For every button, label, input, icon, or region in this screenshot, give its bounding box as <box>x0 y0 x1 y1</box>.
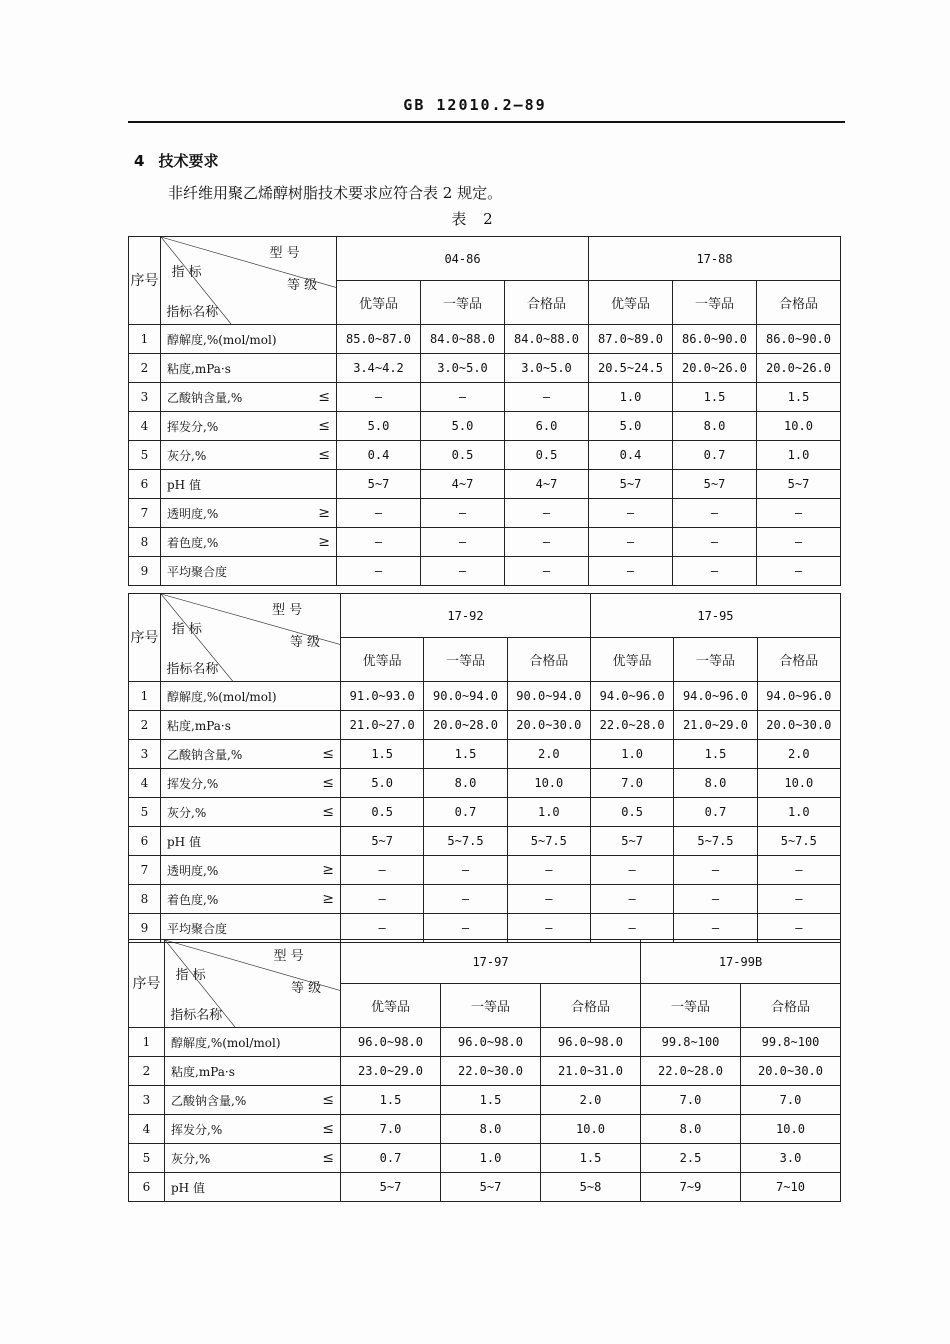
value-cell: — <box>507 856 590 885</box>
diagonal-header-cell <box>165 940 341 1028</box>
comparison-symbol: ≤ <box>318 447 330 463</box>
row-name: pH 值 <box>167 477 201 492</box>
value-cell: — <box>673 499 757 528</box>
comparison-symbol: ≥ <box>318 534 330 550</box>
value-cell: — <box>424 885 507 914</box>
table-row <box>129 1086 841 1115</box>
grade-header: 合格品 <box>757 281 841 325</box>
value-cell: — <box>590 885 673 914</box>
value-cell: 90.0~94.0 <box>424 682 507 711</box>
table-row <box>129 827 841 856</box>
row-seq: 6 <box>129 1173 165 1202</box>
row-name: 乙酸钠含量,% <box>171 1093 247 1108</box>
value-cell: — <box>341 885 424 914</box>
table-row <box>129 856 841 885</box>
value-cell: — <box>421 528 505 557</box>
value-cell: — <box>757 914 840 943</box>
value-cell: 5~7.5 <box>424 827 507 856</box>
value-cell: 94.0~96.0 <box>674 682 757 711</box>
value-cell: 5~8 <box>541 1173 641 1202</box>
value-cell: 21.0~29.0 <box>674 711 757 740</box>
model-17-88: 17-88 <box>589 237 841 281</box>
value-cell: 8.0 <box>424 769 507 798</box>
value-cell: — <box>507 885 590 914</box>
intro-text: 非纤维用聚乙烯醇树脂技术要求应符合表 2 规定。 <box>168 184 503 202</box>
row-name: 挥发分,% <box>167 776 219 791</box>
value-cell: — <box>421 499 505 528</box>
document-code: GB 12010.2—89 <box>403 96 547 114</box>
table-row <box>129 383 841 412</box>
value-cell: 20.0~30.0 <box>741 1057 841 1086</box>
value-cell: 22.0~30.0 <box>441 1057 541 1086</box>
row-seq: 9 <box>129 914 161 943</box>
row-seq: 7 <box>129 856 161 885</box>
value-cell: 91.0~93.0 <box>341 682 424 711</box>
value-cell: 23.0~29.0 <box>341 1057 441 1086</box>
row-name-cell <box>165 1057 341 1086</box>
row-seq: 2 <box>129 711 161 740</box>
comparison-symbol: ≤ <box>322 1121 334 1137</box>
table-row <box>129 769 841 798</box>
value-cell: 10.0 <box>541 1115 641 1144</box>
value-cell: 10.0 <box>507 769 590 798</box>
value-cell: 5~7.5 <box>674 827 757 856</box>
value-cell: 5.0 <box>341 769 424 798</box>
row-name: 灰分,% <box>167 805 207 820</box>
model-row <box>129 594 841 638</box>
value-cell: — <box>424 914 507 943</box>
value-cell: 5~7 <box>341 827 424 856</box>
value-cell: — <box>505 499 589 528</box>
row-seq: 5 <box>129 441 161 470</box>
row-name: pH 值 <box>171 1180 205 1195</box>
row-name-cell <box>161 856 341 885</box>
value-cell: — <box>421 383 505 412</box>
row-name-cell <box>161 499 337 528</box>
value-cell: 22.0~28.0 <box>641 1057 741 1086</box>
value-cell: 5.0 <box>337 412 421 441</box>
grade-header: 优等品 <box>341 638 424 682</box>
row-name-cell <box>161 325 337 354</box>
grade-header: 合格品 <box>505 281 589 325</box>
value-cell: 84.0~88.0 <box>505 325 589 354</box>
value-cell: 5.0 <box>421 412 505 441</box>
value-cell: 0.5 <box>341 798 424 827</box>
value-cell: 5~7 <box>590 827 673 856</box>
value-cell: 86.0~90.0 <box>757 325 841 354</box>
value-cell: 20.0~30.0 <box>757 711 840 740</box>
row-name: 着色度,% <box>167 892 219 907</box>
row-name-cell <box>161 827 341 856</box>
model-17-97: 17-97 <box>341 940 641 984</box>
table-caption: 表 2 <box>451 210 499 228</box>
value-cell: 2.0 <box>507 740 590 769</box>
comparison-symbol: ≤ <box>322 804 334 820</box>
value-cell: 1.5 <box>541 1144 641 1173</box>
row-seq: 4 <box>129 1115 165 1144</box>
value-cell: 90.0~94.0 <box>507 682 590 711</box>
row-name-cell <box>161 412 337 441</box>
value-cell: — <box>674 885 757 914</box>
value-cell: 0.7 <box>341 1144 441 1173</box>
row-name-cell <box>165 1173 341 1202</box>
row-name: 醇解度,%(mol/mol) <box>171 1035 281 1050</box>
header-rule <box>128 121 845 123</box>
value-cell: 10.0 <box>741 1115 841 1144</box>
table-row <box>129 1144 841 1173</box>
row-name: 粘度,mPa·s <box>167 361 231 376</box>
value-cell: 5~7.5 <box>507 827 590 856</box>
value-cell: 5~7 <box>757 470 841 499</box>
table-row <box>129 325 841 354</box>
value-cell: — <box>505 528 589 557</box>
table-row <box>129 711 841 740</box>
table-row <box>129 885 841 914</box>
row-name-cell <box>165 1086 341 1115</box>
row-name: 透明度,% <box>167 506 219 521</box>
value-cell: 94.0~96.0 <box>757 682 840 711</box>
value-cell: 99.8~100 <box>641 1028 741 1057</box>
row-seq: 4 <box>129 412 161 441</box>
value-cell: — <box>757 557 841 586</box>
value-cell: 0.5 <box>421 441 505 470</box>
row-name-cell <box>161 682 341 711</box>
row-seq: 9 <box>129 557 161 586</box>
table-row <box>129 528 841 557</box>
diagonal-header-cell <box>161 237 337 325</box>
row-name: 平均聚合度 <box>167 921 228 936</box>
row-name: 乙酸钠含量,% <box>167 390 243 405</box>
model-17-99B: 17-99B <box>641 940 841 984</box>
grade-header: 一等品 <box>424 638 507 682</box>
row-name-cell <box>161 383 337 412</box>
value-cell: 8.0 <box>674 769 757 798</box>
value-cell: 8.0 <box>441 1115 541 1144</box>
row-name: 粘度,mPa·s <box>171 1064 235 1079</box>
value-cell: 20.0~30.0 <box>507 711 590 740</box>
value-cell: — <box>505 383 589 412</box>
value-cell: 85.0~87.0 <box>337 325 421 354</box>
section-heading <box>134 150 218 171</box>
value-cell: — <box>337 499 421 528</box>
row-name-cell <box>161 740 341 769</box>
comparison-symbol: ≥ <box>322 891 334 907</box>
value-cell: 4~7 <box>421 470 505 499</box>
value-cell: — <box>589 528 673 557</box>
grade-header: 一等品 <box>441 984 541 1028</box>
row-name-cell <box>161 711 341 740</box>
row-name: 挥发分,% <box>171 1122 223 1137</box>
value-cell: 1.0 <box>441 1144 541 1173</box>
value-cell: 5~7.5 <box>757 827 840 856</box>
row-seq: 7 <box>129 499 161 528</box>
grade-header: 一等品 <box>674 638 757 682</box>
name-label: 指标名称 <box>166 662 219 678</box>
row-name: pH 值 <box>167 834 201 849</box>
value-cell: 5~7 <box>337 470 421 499</box>
comparison-symbol: ≤ <box>318 389 330 405</box>
name-label: 指标名称 <box>170 1008 223 1024</box>
seq-header: 序号 <box>129 594 161 682</box>
value-cell: 10.0 <box>757 769 840 798</box>
value-cell: — <box>674 856 757 885</box>
value-cell: 96.0~98.0 <box>341 1028 441 1057</box>
row-name: 灰分,% <box>167 448 207 463</box>
value-cell: — <box>589 499 673 528</box>
table-row <box>129 557 841 586</box>
value-cell: 8.0 <box>673 412 757 441</box>
model-label: 型 号 <box>269 246 300 262</box>
seq-header: 序号 <box>129 940 165 1028</box>
table-row <box>129 798 841 827</box>
value-cell: 5~7 <box>589 470 673 499</box>
model-row <box>129 237 841 281</box>
value-cell: 0.7 <box>674 798 757 827</box>
table-row <box>129 441 841 470</box>
value-cell: 5~7 <box>341 1173 441 1202</box>
value-cell: 1.5 <box>674 740 757 769</box>
value-cell: 3.0~5.0 <box>421 354 505 383</box>
value-cell: 1.5 <box>341 1086 441 1115</box>
table-row <box>129 682 841 711</box>
row-name-cell <box>165 1028 341 1057</box>
value-cell: 0.4 <box>337 441 421 470</box>
table-row <box>129 470 841 499</box>
value-cell: 7~9 <box>641 1173 741 1202</box>
value-cell: 8.0 <box>641 1115 741 1144</box>
value-cell: 5~7 <box>673 470 757 499</box>
row-name: 灰分,% <box>171 1151 211 1166</box>
diagonal-header-cell <box>161 594 341 682</box>
grade-header: 合格品 <box>541 984 641 1028</box>
value-cell: — <box>505 557 589 586</box>
model-17-92: 17-92 <box>341 594 591 638</box>
grade-header: 一等品 <box>673 281 757 325</box>
value-cell: 1.5 <box>341 740 424 769</box>
value-cell: — <box>589 557 673 586</box>
grade-label: 等 级 <box>287 277 318 293</box>
value-cell: 1.0 <box>590 740 673 769</box>
value-cell: — <box>337 557 421 586</box>
comparison-symbol: ≤ <box>322 746 334 762</box>
value-cell: 7.0 <box>741 1086 841 1115</box>
model-row <box>129 940 841 984</box>
row-name-cell <box>161 557 337 586</box>
row-name: 醇解度,%(mol/mol) <box>167 689 277 704</box>
grade-header: 合格品 <box>741 984 841 1028</box>
value-cell: 21.0~31.0 <box>541 1057 641 1086</box>
value-cell: — <box>337 383 421 412</box>
row-name: 挥发分,% <box>167 419 219 434</box>
value-cell: 7.0 <box>590 769 673 798</box>
grade-header: 优等品 <box>341 984 441 1028</box>
row-name-cell <box>161 528 337 557</box>
value-cell: 20.0~28.0 <box>424 711 507 740</box>
grade-header: 一等品 <box>641 984 741 1028</box>
index-label: 指 标 <box>175 968 206 984</box>
spec-table-2 <box>128 593 841 943</box>
value-cell: — <box>507 914 590 943</box>
index-label: 指 标 <box>171 622 202 638</box>
row-name-cell <box>161 470 337 499</box>
value-cell: — <box>424 856 507 885</box>
row-seq: 3 <box>129 740 161 769</box>
row-name: 醇解度,%(mol/mol) <box>167 332 277 347</box>
comparison-symbol: ≤ <box>318 418 330 434</box>
value-cell: 0.5 <box>505 441 589 470</box>
row-seq: 8 <box>129 528 161 557</box>
value-cell: 96.0~98.0 <box>441 1028 541 1057</box>
row-seq: 3 <box>129 1086 165 1115</box>
row-name-cell <box>165 1115 341 1144</box>
row-seq: 3 <box>129 383 161 412</box>
value-cell: — <box>757 856 840 885</box>
grade-header: 一等品 <box>421 281 505 325</box>
value-cell: — <box>757 885 840 914</box>
value-cell: 1.0 <box>757 441 841 470</box>
table-row <box>129 354 841 383</box>
value-cell: 7.0 <box>341 1115 441 1144</box>
comparison-symbol: ≥ <box>322 862 334 878</box>
grade-header: 合格品 <box>507 638 590 682</box>
grade-header: 优等品 <box>590 638 673 682</box>
value-cell: 84.0~88.0 <box>421 325 505 354</box>
grade-header: 合格品 <box>757 638 840 682</box>
value-cell: 94.0~96.0 <box>590 682 673 711</box>
value-cell: — <box>590 856 673 885</box>
value-cell: 3.0~5.0 <box>505 354 589 383</box>
value-cell: 2.5 <box>641 1144 741 1173</box>
model-label: 型 号 <box>271 603 303 619</box>
value-cell: 20.0~26.0 <box>673 354 757 383</box>
value-cell: 1.5 <box>441 1086 541 1115</box>
value-cell: 2.0 <box>541 1086 641 1115</box>
value-cell: 3.0 <box>741 1144 841 1173</box>
index-label: 指 标 <box>171 265 202 281</box>
spec-table-1 <box>128 236 841 586</box>
row-name: 平均聚合度 <box>167 564 228 579</box>
value-cell: 7~10 <box>741 1173 841 1202</box>
value-cell: 3.4~4.2 <box>337 354 421 383</box>
value-cell: 0.7 <box>424 798 507 827</box>
row-name: 粘度,mPa·s <box>167 718 231 733</box>
value-cell: — <box>341 914 424 943</box>
value-cell: 0.5 <box>590 798 673 827</box>
value-cell: 0.4 <box>589 441 673 470</box>
value-cell: 1.5 <box>673 383 757 412</box>
value-cell: 86.0~90.0 <box>673 325 757 354</box>
table-row <box>129 1057 841 1086</box>
value-cell: — <box>674 914 757 943</box>
value-cell: 20.5~24.5 <box>589 354 673 383</box>
row-name-cell <box>161 885 341 914</box>
value-cell: 87.0~89.0 <box>589 325 673 354</box>
row-name-cell <box>161 769 341 798</box>
table-row <box>129 1173 841 1202</box>
value-cell: — <box>590 914 673 943</box>
value-cell: — <box>757 528 841 557</box>
value-cell: 22.0~28.0 <box>590 711 673 740</box>
value-cell: 7.0 <box>641 1086 741 1115</box>
value-cell: 96.0~98.0 <box>541 1028 641 1057</box>
row-name: 乙酸钠含量,% <box>167 747 243 762</box>
row-seq: 6 <box>129 470 161 499</box>
value-cell: — <box>337 528 421 557</box>
value-cell: 5~7 <box>441 1173 541 1202</box>
row-name: 透明度,% <box>167 863 219 878</box>
row-seq: 5 <box>129 1144 165 1173</box>
comparison-symbol: ≤ <box>322 1150 334 1166</box>
value-cell: 20.0~26.0 <box>757 354 841 383</box>
comparison-symbol: ≤ <box>322 775 334 791</box>
row-name: 着色度,% <box>167 535 219 550</box>
spec-table-3 <box>128 939 841 1202</box>
grade-label: 等 级 <box>291 980 322 996</box>
grade-header: 优等品 <box>589 281 673 325</box>
value-cell: — <box>673 528 757 557</box>
table-row <box>129 1115 841 1144</box>
value-cell: 1.0 <box>589 383 673 412</box>
row-seq: 1 <box>129 325 161 354</box>
row-name-cell <box>165 1144 341 1173</box>
section-number: 4 <box>134 152 145 170</box>
value-cell: 1.0 <box>757 798 840 827</box>
table-row <box>129 412 841 441</box>
name-label: 指标名称 <box>166 305 219 321</box>
table-row <box>129 1028 841 1057</box>
row-seq: 2 <box>129 1057 165 1086</box>
grade-header: 优等品 <box>337 281 421 325</box>
row-name-cell <box>161 354 337 383</box>
value-cell: — <box>673 557 757 586</box>
value-cell: 0.7 <box>673 441 757 470</box>
value-cell: 99.8~100 <box>741 1028 841 1057</box>
model-04-86: 04-86 <box>337 237 589 281</box>
value-cell: 2.0 <box>757 740 840 769</box>
value-cell: 6.0 <box>505 412 589 441</box>
seq-header: 序号 <box>129 237 161 325</box>
row-seq: 6 <box>129 827 161 856</box>
value-cell: 4~7 <box>505 470 589 499</box>
row-seq: 4 <box>129 769 161 798</box>
value-cell: 1.5 <box>424 740 507 769</box>
row-name-cell <box>161 441 337 470</box>
row-seq: 1 <box>129 682 161 711</box>
comparison-symbol: ≥ <box>318 505 330 521</box>
table-row <box>129 740 841 769</box>
value-cell: 1.5 <box>757 383 841 412</box>
section-title: 技术要求 <box>158 152 219 170</box>
value-cell: 1.0 <box>507 798 590 827</box>
value-cell: 10.0 <box>757 412 841 441</box>
value-cell: 5.0 <box>589 412 673 441</box>
row-seq: 1 <box>129 1028 165 1057</box>
row-seq: 5 <box>129 798 161 827</box>
row-seq: 2 <box>129 354 161 383</box>
value-cell: — <box>341 856 424 885</box>
value-cell: 21.0~27.0 <box>341 711 424 740</box>
model-label: 型 号 <box>273 949 304 965</box>
comparison-symbol: ≤ <box>322 1092 334 1108</box>
table-row <box>129 499 841 528</box>
grade-label: 等 级 <box>289 634 321 650</box>
value-cell: — <box>757 499 841 528</box>
row-name-cell <box>161 798 341 827</box>
row-seq: 8 <box>129 885 161 914</box>
value-cell: — <box>421 557 505 586</box>
model-17-95: 17-95 <box>590 594 840 638</box>
